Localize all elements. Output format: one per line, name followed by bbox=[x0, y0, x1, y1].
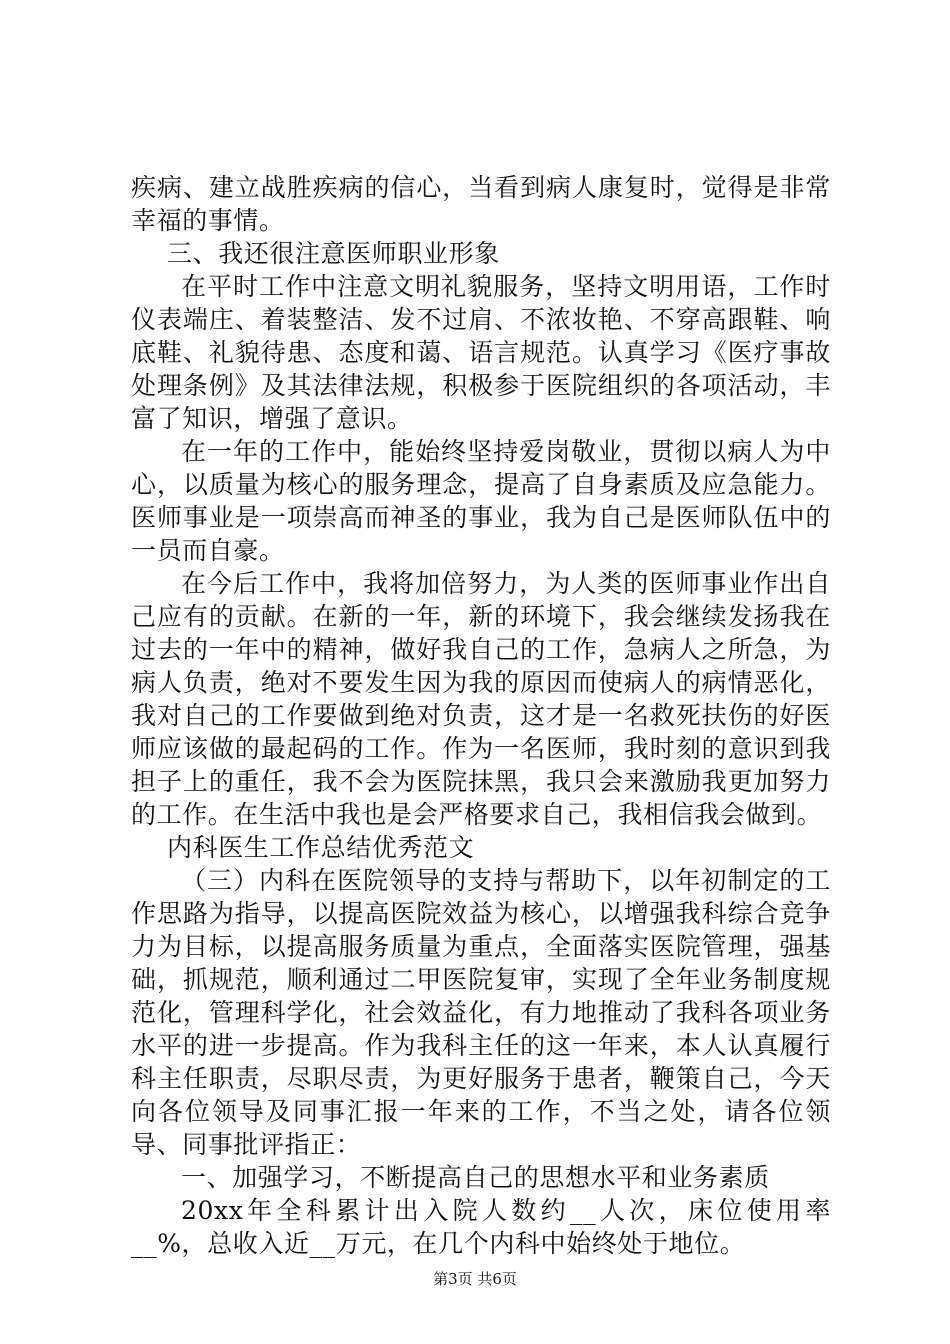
paragraph-future-plans: 在今后工作中，我将加倍努力，为人类的医师事业作出自己应有的贡献。在新的一年，新的环境下，我会继续发扬我在过去的一年中的精神，做好我自己的工作，急病人之所急，为病人负责，绝对不要发生因为我的原因而使病人的病情恶化，我对自己的工作要做到绝对负责，这才是一名救死扶伤的好医师应该做的最起码的工作。作为一名医师，我时刻的意识到我担子上的重任，我不会为医院抹黑，我只会来激励我更加努力的工作。在生活中我也是会严格要求自己，我相信我会做到。 bbox=[131, 569, 831, 829]
page-footer: 第3页 共6页 bbox=[433, 1270, 517, 1288]
paragraph-department-summary: （三）内科在医院领导的支持与帮助下，以年初制定的工作思路为指导，以提高医院效益为核心，以增强我科综合竞争力为目标，以提高服务质量为重点，全面落实医院管理，强基础，抓规范，顺利通过二甲医院复审，实现了全年业务制度规范化，管理科学化，社会效益化，有力地推动了我科各项业务水平的进一步提高。作为我科主任的这一年来，本人认真履行科主任职责，尽职尽责，为更好服务于患者，鞭策自己，今天向各位领导及同事汇报一年来的工作，不当之处，请各位领导、同事批评指正： bbox=[131, 866, 831, 1159]
paragraph-study-heading: 一、加强学习，不断提高自己的思想水平和业务素质 bbox=[181, 1163, 770, 1192]
section-heading-professional-image: 三、我还很注意医师职业形象 bbox=[167, 239, 500, 268]
paragraph-dedication: 在一年的工作中，能始终坚持爱岗敬业，贯彻以病人为中心，以质量为核心的服务理念，提高了自身素质及应急能力。医师事业是一项崇高而神圣的事业，我为自己是医师队伍中的一员而自豪。 bbox=[131, 437, 831, 565]
paragraph-statistics: 20xx年全科累计出入院人数约__人次，床位使用率__%，总收入近__万元，在几个内科中始终处于地位。 bbox=[131, 1196, 831, 1258]
section-heading-sample-summary: 内科医生工作总结优秀范文 bbox=[167, 833, 475, 862]
paragraph-professional-conduct: 在平时工作中注意文明礼貌服务，坚持文明用语，工作时仪表端庄、着装整洁、发不过肩、不浓妆艳、不穿高跟鞋、响底鞋、礼貌待患、态度和蔼、语言规范。认真学习《医疗事故处理条例》及其法律法规，积极参于医院组织的各项活动，丰富了知识，增强了意识。 bbox=[131, 272, 831, 433]
paragraph-continuation: 疾病、建立战胜疾病的信心，当看到病人康复时，觉得是非常幸福的事情。 bbox=[131, 173, 831, 235]
document-body bbox=[131, 171, 831, 1260]
